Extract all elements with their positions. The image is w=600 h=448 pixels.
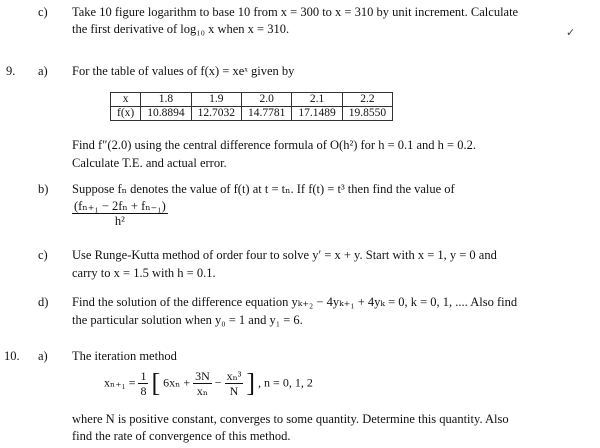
table-cell: 14.7781	[242, 107, 292, 121]
q8c-label: c)	[38, 5, 48, 19]
table-cell: 1.9	[191, 93, 241, 107]
table-cell: 19.8550	[342, 107, 392, 121]
table-row	[111, 93, 393, 107]
left-bracket: [	[151, 368, 161, 398]
table-cell: 2.1	[292, 93, 342, 107]
q9a-line2: Calculate T.E. and actual error.	[72, 156, 227, 170]
formula-coef-bot: 8	[140, 384, 147, 398]
table-cell: f(x)	[111, 107, 141, 121]
q8c-line1: Take 10 figure logarithm to base 10 from x = 300 to x = 310 by unit increment. Calculate	[72, 5, 519, 19]
q9a-line1: Find f″(2.0) using the central difference formula of O(h²) for h = 0.1 and h = 0.2.	[72, 138, 476, 152]
q8c-line2: the first derivative of log₁₀ x when x = 310.	[72, 22, 290, 36]
q10-number: 10.	[4, 349, 20, 363]
q9d-line1: Find the solution of the difference equation yₖ₊₂ − 4yₖ₊₁ + 4yₖ = 0, k = 0, 1, .... Also find	[72, 295, 518, 309]
right-bracket: ]	[246, 368, 256, 398]
q10a-line1: where N is positive constant, converges to some quantity. Determine this quantity. Also	[72, 412, 509, 426]
formula-lhs: xₙ₊₁ =	[104, 375, 136, 390]
formula-frac2-bot: N	[229, 384, 239, 398]
q9c-label: c)	[38, 248, 48, 262]
formula-minus: −	[214, 375, 222, 390]
q9d-label: d)	[38, 295, 49, 309]
iteration-formula	[104, 369, 313, 398]
formula-coef-top: 1	[140, 369, 147, 383]
fraction-numerator: (fₙ₊₁ − 2fₙ + fₙ₋₁)	[74, 199, 166, 213]
q10a-label: a)	[38, 349, 48, 363]
q9c-line2: carry to x = 1.5 with h = 0.1.	[72, 266, 216, 280]
table-cell: 10.8894	[141, 107, 191, 121]
q9b-fraction	[72, 199, 168, 228]
fraction-denominator: h²	[114, 214, 125, 228]
table-cell: 2.0	[242, 93, 292, 107]
table-cell: x	[111, 93, 141, 107]
formula-term1: 6xₙ +	[163, 375, 191, 390]
tick-mark-icon: ✓	[566, 27, 576, 39]
q10a-intro: The iteration method	[72, 349, 177, 363]
formula-frac1-bot: xₙ	[196, 384, 209, 398]
q9d-line2: the particular solution when y₀ = 1 and y₁ = 6.	[72, 313, 303, 327]
table-cell: 1.8	[141, 93, 191, 107]
q9b-line1: Suppose fₙ denotes the value of f(t) at t = tₙ. If f(t) = t³ then find the value of	[72, 182, 455, 196]
q9-number: 9.	[6, 64, 16, 78]
formula-frac1-top: 3N	[195, 369, 210, 383]
values-table	[110, 92, 393, 121]
formula-frac2-top: xₙ³	[226, 369, 242, 383]
q9b-label: b)	[38, 182, 49, 196]
q9a-label: a)	[38, 64, 48, 78]
table-row	[111, 107, 393, 121]
table-cell: 12.7032	[191, 107, 241, 121]
q9c-line1: Use Runge-Kutta method of order four to solve y′ = x + y. Start with x = 1, y = 0 and	[72, 248, 497, 262]
table-cell: 2.2	[342, 93, 392, 107]
table-cell: 17.1489	[292, 107, 342, 121]
q10a-line2: find the rate of convergence of this method.	[72, 429, 291, 443]
formula-tail: , n = 0, 1, 2	[258, 375, 313, 390]
q9a-intro: For the table of values of f(x) = xeˣ given by	[72, 64, 295, 78]
